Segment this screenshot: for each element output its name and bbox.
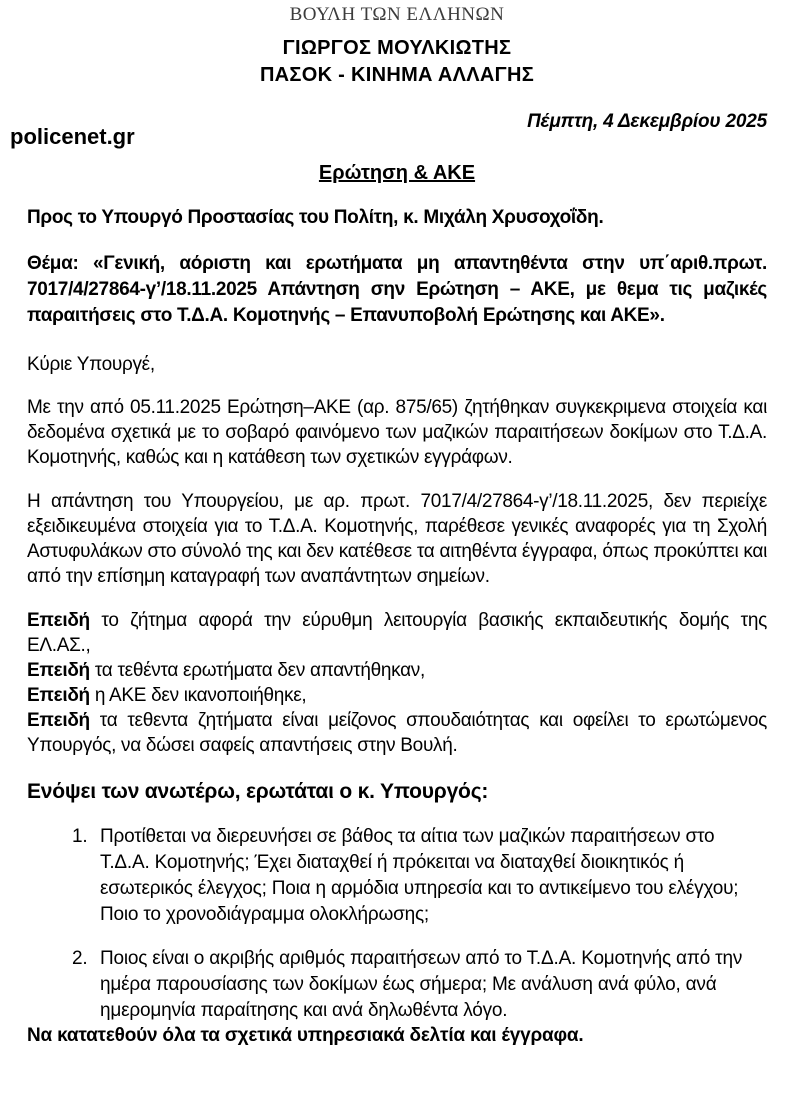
body-paragraph-1: Με την από 05.11.2025 Ερώτηση–ΑΚΕ (αρ. 875/65) ζητήθηκαν συγκεκριμενα στοιχεία και δεδομένα σχετικά με το σοβαρό φαινόμενο των μαζικών παραιτήσεων δοκίμων στο Τ.Δ.Α. Κομοτηνής, καθώς και η κατάθεση των σχετικών εγγράφων. (27, 397, 767, 468)
questions-list (27, 824, 767, 1024)
party-name: ΠΑΣΟΚ - ΚΙΝΗΜΑ ΑΛΛΑΓΗΣ (259, 64, 535, 86)
whereas-text-3: η ΑΚΕ δεν ικανοποιήθηκε, (89, 685, 307, 706)
questions-heading: Ενόψει των ανωτέρω, ερωτάται ο κ. Υπουργός: (27, 780, 489, 803)
whereas-text-2: τα τεθέντα ερωτήματα δεν απαντήθηκαν, (89, 660, 425, 681)
source-watermark: policenet.gr (10, 124, 135, 149)
salutation-line: Κύριε Υπουργέ, (27, 354, 155, 375)
whereas-lead-2: Επειδή (27, 660, 90, 681)
document-date: Πέμπτη, 4 Δεκεμβρίου 2025 (527, 111, 767, 132)
meta-row (10, 111, 767, 150)
question-text-2: Ποιος είναι ο ακριβής αριθμός παραιτήσεων από το Τ.Δ.Α. Κομοτηνής από την ημέρα παρουσίασης των δοκίμων έως σήμερα; Με ανάλυση ανά φύλο, ανά ημερομηνία παραίτησης και ανά δηλωθέντα λόγο. (100, 948, 743, 1021)
whereas-lead-4: Επειδή (27, 710, 90, 731)
whereas-block (27, 608, 767, 758)
question-number-2: 2. (72, 948, 88, 969)
whereas-lead-1: Επειδή (27, 610, 90, 631)
document-title-text: Ερώτηση & ΑΚΕ (318, 162, 476, 184)
closing-request-line: Να κατατεθούν όλα τα σχετικά υπηρεσιακά δελτία και έγγραφα. (27, 1025, 584, 1046)
whereas-text-4: τα τεθεντα ζητήματα είναι μείζονος σπουδαιότητας και οφείλει το ερωτώμενος Υπουργός, να δώσει σαφείς απαντήσεις στην Βουλή. (27, 710, 767, 756)
question-text-1: Προτίθεται να διερευνήσει σε βάθος τα αίτια των μαζικών παραιτήσεων στο Τ.Δ.Α. Κομοτηνής; Έχει διαταχθεί ή πρόκειται να διαταχθεί διοικητικός ή εσωτερικός έλεγχος; Ποια η αρμόδια υπηρεσία και το αντικείμενο του ελέγχου; Ποιο το χρονοδιάγραμμα ολοκλήρωσης; (100, 826, 739, 925)
whereas-text-1: το ζήτημα αφορά την εύρυθμη λειτουργία βασικής εκπαιδευτικής δομής της ΕΛ.ΑΣ., (27, 610, 767, 656)
document-title (27, 162, 767, 185)
recipient-line: Προς το Υπουργό Προστασίας του Πολίτη, κ. Μιχάλη Χρυσοχοΐδη. (27, 207, 604, 228)
parliament-heading: ΒΟΥΛΗ ΤΩΝ ΕΛΛΗΝΩΝ (289, 4, 505, 25)
question-item-2 (27, 946, 767, 1024)
body-paragraph-2: Η απάντηση του Υπουργείου, με αρ. πρωτ. 7017/4/27864-γ’/18.11.2025, δεν περιείχε εξειδικευμένα στοιχεία για το Τ.Δ.Α. Κομοτηνής, παρέθεσε γενικές αναφορές για τη Σχολή Αστυφυλάκων στο σύνολό της και δεν κατέθεσε τα αιτηθέντα έγγραφα, όπως προκύπτει και από την επίσημη καταγραφή των αναπάντητων σημείων. (27, 491, 767, 587)
subject-paragraph: Θέμα: «Γενική, αόριστη και ερωτήματα μη απαντηθέντα στην υπ΄αριθ.πρωτ. 7017/4/27864-γ’/18.11.2025 Απάντηση σην Ερώτηση – ΑΚΕ, με θεμα τις μαζικές παραιτήσεις στο Τ.Δ.Α. Κομοτηνής – Επανυποβολή Ερώτησης και ΑΚΕ». (27, 253, 767, 326)
question-number-1: 1. (72, 826, 88, 847)
whereas-lead-3: Επειδή (27, 685, 90, 706)
question-item-1 (27, 824, 767, 928)
author-name: ΓΙΩΡΓΟΣ ΜΟΥΛΚΙΩΤΗΣ (282, 37, 512, 59)
